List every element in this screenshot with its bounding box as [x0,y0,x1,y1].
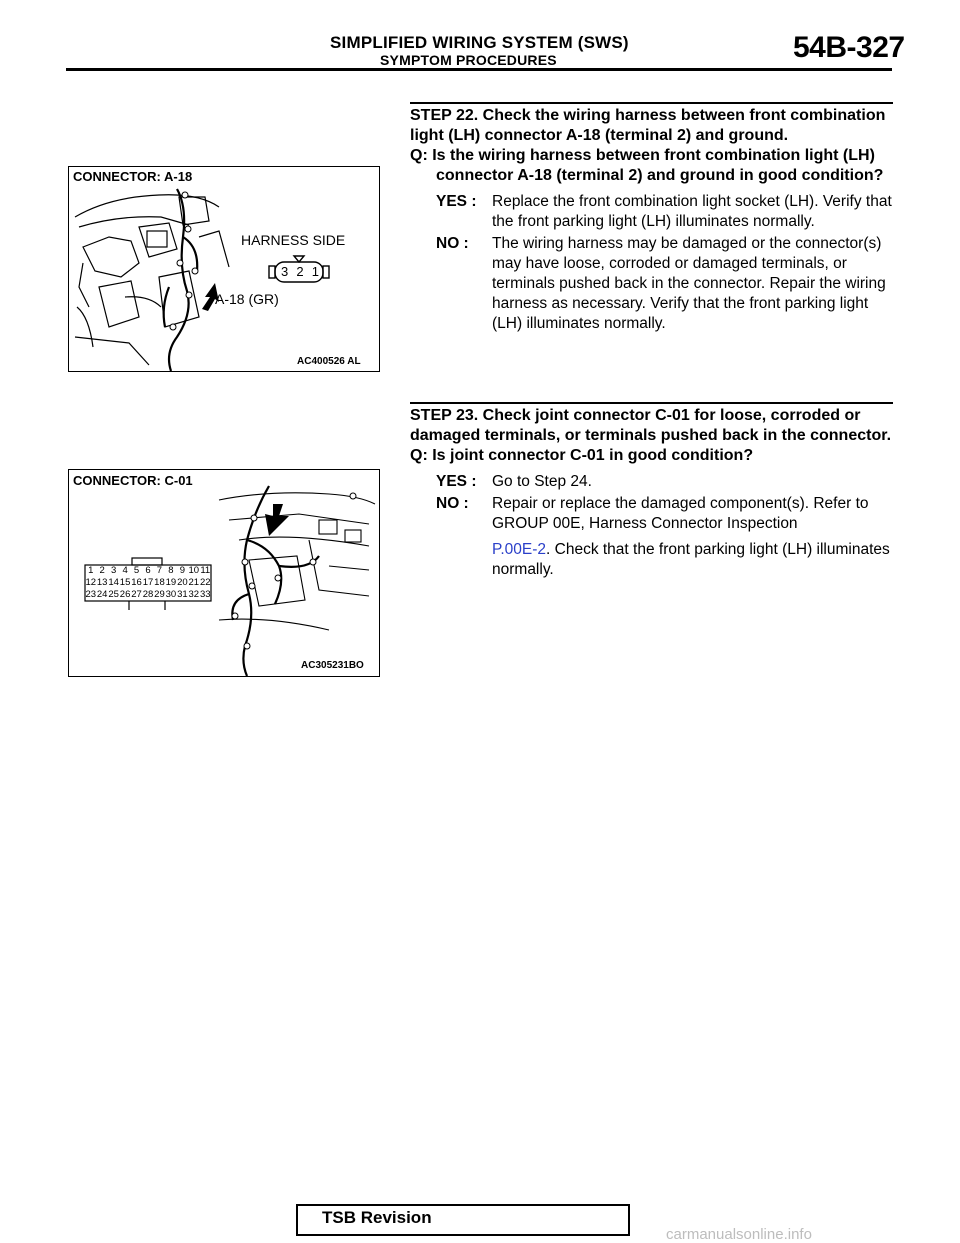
yes-text: Go to Step 24. [492,473,592,490]
pin-label: 16 [131,577,142,588]
no-label: NO : [436,495,469,512]
pin-label: 26 [119,589,131,600]
figure-code: AC305231BO [301,660,364,671]
yes-label: YES : [436,473,477,490]
watermark: carmanualsonline.info [666,1226,812,1243]
pin-label: 1 [311,264,319,279]
connector-a18-pins [277,264,323,279]
no-text-part: . Check that the front parking light (LH) illuminates normally. [492,541,890,578]
pin-label: 22 [199,577,211,588]
pin-label: 8 [168,565,174,576]
pin-label: 11 [200,565,211,576]
yes-label: YES : [436,193,477,210]
pin-label: 29 [154,589,165,600]
pin-label: 18 [154,577,165,588]
pin-row [85,577,211,589]
step-heading: STEP 23. Check joint connector C-01 for loose, corroded or damaged terminals, or terminals pushed back in the connector. [410,407,892,444]
pin-label: 17 [142,577,154,588]
pin-label: 32 [188,589,200,600]
pin-label: 30 [165,589,177,600]
pin-label: 6 [145,565,151,576]
pin-label: 15 [119,577,131,588]
pin-row [85,589,211,601]
step-23 [410,406,893,580]
connector-a18-label: CONNECTOR: A-18 [73,169,193,184]
pin-label: 27 [131,589,142,600]
no-answer [410,234,893,334]
pin-label: 25 [108,589,119,600]
connector-a18-id: A-18 (GR) [215,291,279,307]
no-text [482,494,893,580]
pin-label: 12 [85,577,97,588]
pin-label: 4 [122,565,128,576]
pin-label: 5 [133,565,140,576]
section-title: SIMPLIFIED WIRING SYSTEM (SWS) [330,33,629,52]
no-answer [410,494,893,580]
yes-text: Replace the front combination light socket (LH). Verify that the front parking light (LH) illuminates normally. [492,193,892,230]
connector-c01-pin-grid [85,565,211,601]
step-22 [410,106,893,334]
step-divider [410,102,893,104]
pin-label: 23 [85,589,97,600]
pin-label: 31 [177,589,188,600]
pin-label: 3 [110,565,117,576]
page-number: 54B-327 [793,31,905,64]
yes-answer [410,472,893,492]
pin-label: 28 [142,589,154,600]
pin-label: 2 [99,565,105,576]
pin-label: 24 [96,589,108,600]
pin-label: 13 [96,577,108,588]
section-subtitle: SYMPTOM PROCEDURES [380,52,557,68]
page-reference-link[interactable]: P.00E-2 [492,541,547,558]
no-text: The wiring harness may be damaged or the connector(s) may have loose, corroded or damaged terminals, or terminals pushed back in the connector. Repair the wiring harness as necessary. Verify that the front parking light (LH) illuminates normally. [492,235,886,332]
connector-c01-label: CONNECTOR: C-01 [73,473,193,488]
pin-label: 7 [156,565,163,576]
pin-label: 2 [296,264,304,279]
step-heading: STEP 22. Check the wiring harness between front combination light (LH) connector A-18 (terminal 2) and ground. [410,107,886,144]
pin-label: 10 [188,565,200,576]
harness-side-label: HARNESS SIDE [241,232,346,248]
pin-label: 19 [165,577,177,588]
connector-c01-figure [68,469,380,677]
step-divider [410,402,893,404]
no-label: NO : [436,235,469,252]
pin-label: 14 [108,577,119,588]
pin-label: 3 [281,264,289,279]
pin-label: 9 [179,565,185,576]
step-question: Q: Is the wiring harness between front combination light (LH) connector A-18 (terminal 2) and ground in good condition? [410,147,884,184]
step-question: Q: Is joint connector C-01 in good condition? [410,447,754,464]
pin-label: 33 [199,589,211,600]
pin-label: 20 [177,577,188,588]
pin-label: 21 [188,577,200,588]
pin-row [85,565,211,577]
figure-code: AC400526 AL [297,356,361,367]
engine-bay-illustration [69,167,379,371]
pin-label: 1 [88,565,94,576]
no-text-part: Repair or replace the damaged component(s). Refer to GROUP 00E, Harness Connector Inspection [492,495,869,532]
tsb-revision-label: TSB Revision [322,1208,432,1227]
header-divider [66,68,892,71]
yes-answer [410,192,893,232]
connector-a18-figure [68,166,380,372]
